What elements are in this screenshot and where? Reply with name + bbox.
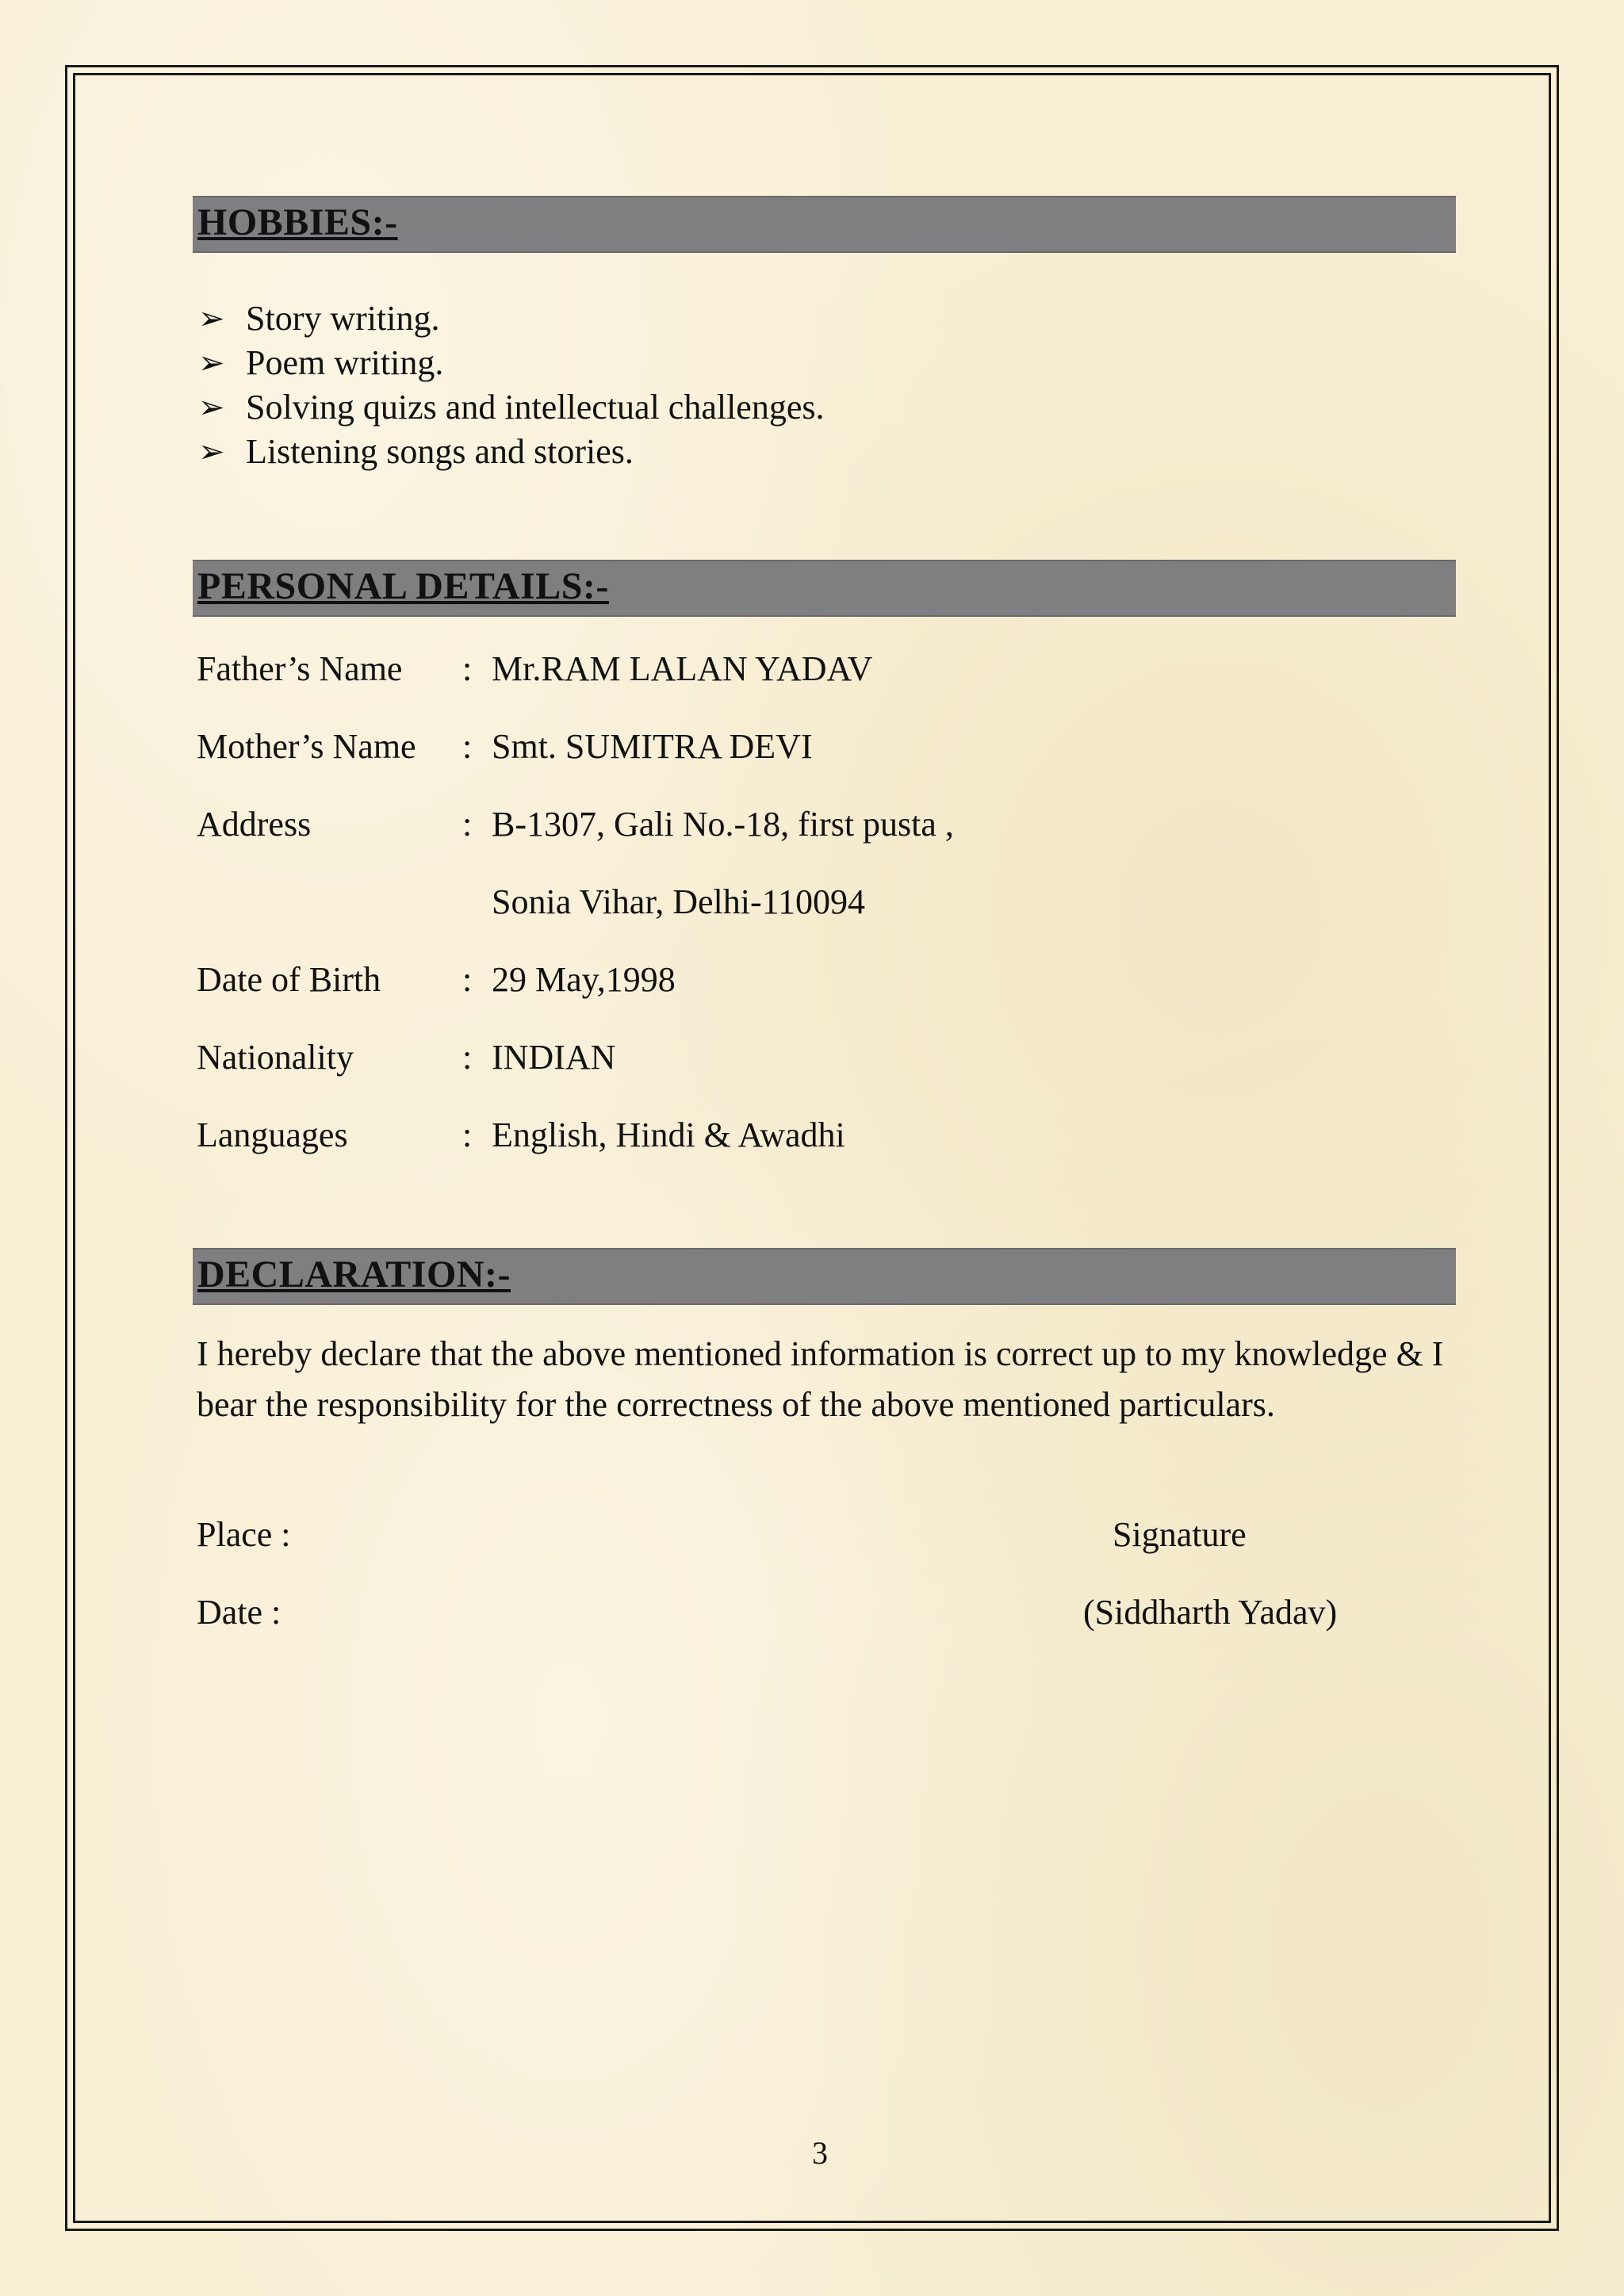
detail-row-languages (197, 1113, 845, 1158)
hobbies-heading-bar (193, 196, 1456, 253)
arrowhead-bullet-icon: ➢ (198, 345, 225, 381)
detail-row-mother (197, 725, 813, 769)
detail-separator: : (462, 649, 473, 688)
hobby-text: Poem writing. (246, 343, 444, 382)
detail-value: Sonia Vihar, Delhi-110094 (492, 882, 865, 921)
detail-row-nationality (197, 1035, 615, 1080)
detail-value: 29 May,1998 (492, 960, 676, 999)
declaration-text: I hereby declare that the above mentioned information is correct up to my knowledge & I bear the responsibility for the correctness of the above mentioned particulars. (197, 1334, 1444, 1424)
detail-separator: : (462, 1115, 473, 1154)
personal-details-heading-bar (193, 560, 1456, 617)
list-item (198, 297, 824, 341)
detail-separator: : (462, 1038, 473, 1077)
detail-separator: : (462, 727, 473, 766)
hobbies-list (198, 297, 824, 474)
detail-value: Mr.RAM LALAN YADAV (492, 649, 873, 688)
detail-separator: : (462, 960, 473, 999)
list-item (198, 385, 824, 430)
detail-value: English, Hindi & Awadhi (492, 1115, 845, 1154)
arrowhead-bullet-icon: ➢ (198, 389, 225, 425)
detail-value: B-1307, Gali No.-18, first pusta , (492, 805, 954, 844)
declaration-text-block (197, 1329, 1465, 1430)
hobby-text: Listening songs and stories. (246, 432, 634, 471)
place-label: Place : (197, 1515, 291, 1554)
list-item (198, 430, 824, 474)
page-number: 3 (812, 2135, 828, 2171)
declaration-heading: DECLARATION:- (197, 1253, 511, 1295)
personal-details-heading: PERSONAL DETAILS:- (197, 565, 609, 607)
hobby-text: Story writing. (246, 299, 440, 338)
detail-value: Smt. SUMITRA DEVI (492, 727, 813, 766)
detail-separator: : (462, 805, 473, 844)
detail-row-dob (197, 958, 676, 1002)
signatory-name: (Siddharth Yadav) (1083, 1593, 1338, 1632)
detail-label: Languages (197, 1115, 348, 1154)
date-label: Date : (197, 1593, 282, 1632)
detail-label: Father’s Name (197, 649, 403, 688)
declaration-heading-bar (193, 1248, 1456, 1305)
detail-label: Mother’s Name (197, 727, 416, 766)
arrowhead-bullet-icon: ➢ (198, 434, 225, 469)
detail-label: Date of Birth (197, 960, 381, 999)
detail-label: Nationality (197, 1038, 354, 1077)
list-item (198, 341, 824, 385)
detail-row-father (197, 647, 872, 691)
hobby-text: Solving quizs and intellectual challenges. (246, 388, 825, 427)
detail-label: Address (197, 805, 312, 844)
signature-label: Signature (1113, 1515, 1247, 1554)
hobbies-heading: HOBBIES:- (197, 201, 398, 243)
arrowhead-bullet-icon: ➢ (198, 300, 225, 336)
detail-row-address-line2 (197, 880, 865, 924)
detail-row-address (197, 802, 954, 847)
detail-value: INDIAN (492, 1038, 616, 1077)
